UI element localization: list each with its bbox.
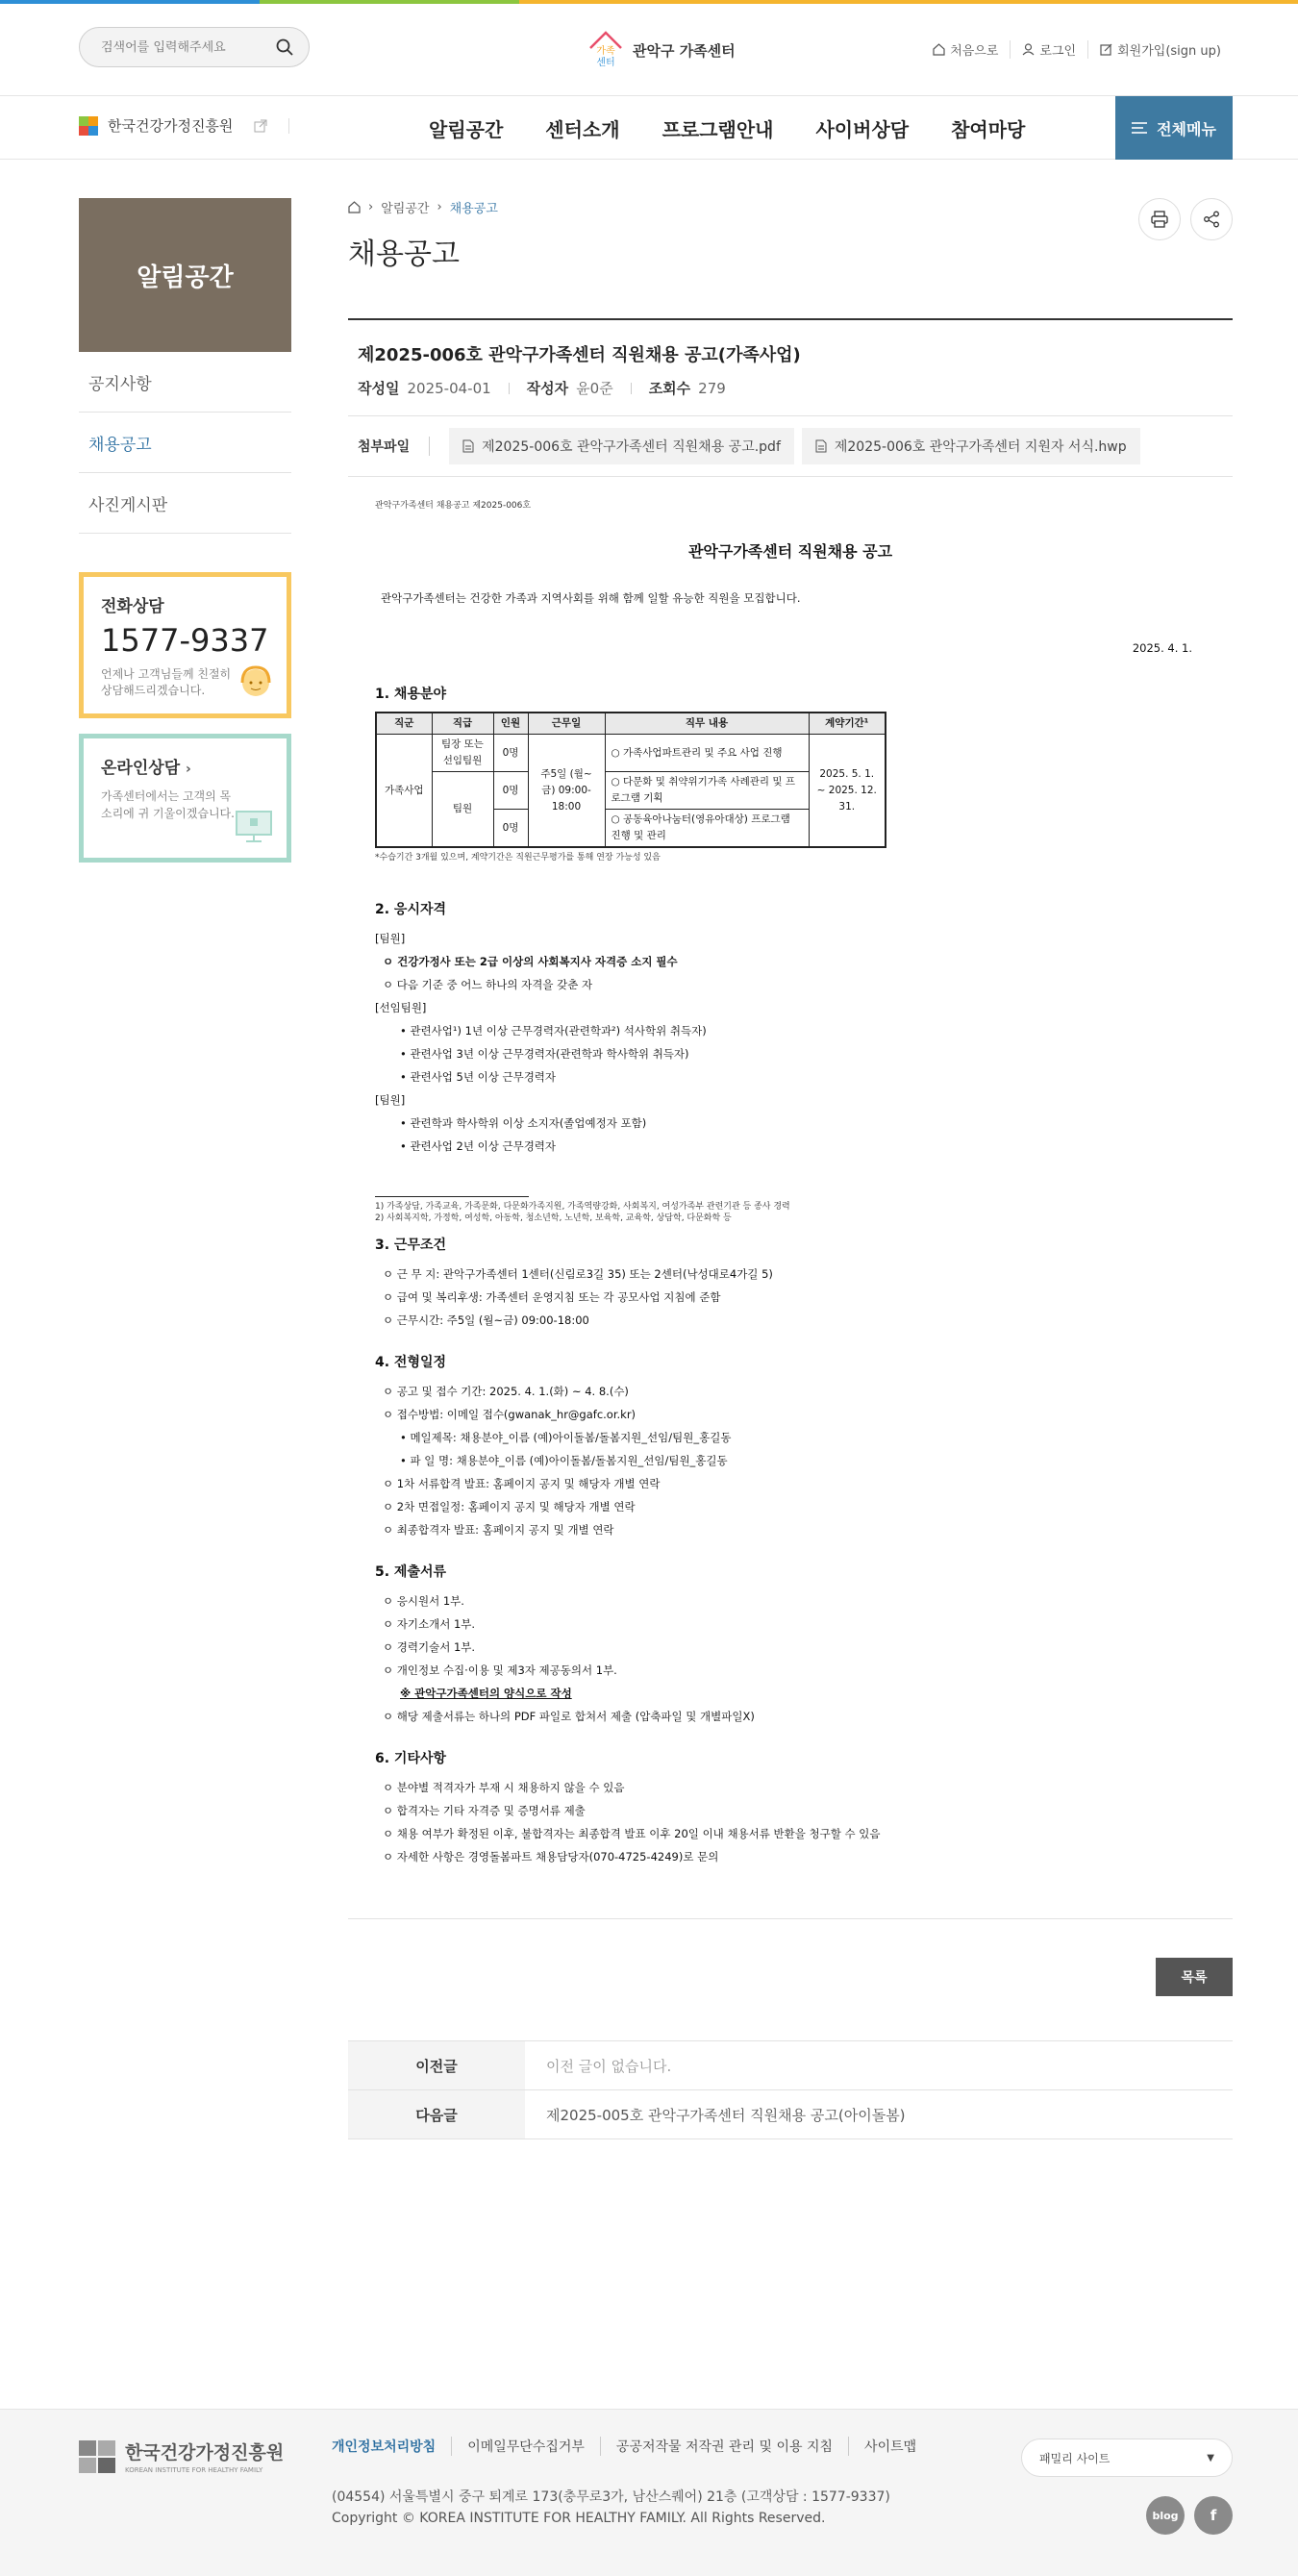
recruit-table xyxy=(375,712,886,848)
table-header: 근무일 xyxy=(528,713,605,735)
print-button[interactable] xyxy=(1138,198,1181,240)
table-cell: 팀장 또는 선임팀원 xyxy=(432,735,493,772)
brand-link[interactable] xyxy=(79,115,289,136)
monitor-icon xyxy=(235,810,273,844)
home-link[interactable] xyxy=(921,40,1010,59)
footer-address: (04554) 서울특별시 중구 퇴계로 173(충무로3가, 남산스퀘어) 21층 (고객상담 : 1577-9337) xyxy=(332,2489,890,2505)
signup-link[interactable] xyxy=(1087,40,1233,59)
doc-line: ㅇ 채용 여부가 확정된 이후, 불합격자는 최종합격 발표 이후 20일 이내 채용서류 반환을 청구할 수 있음 xyxy=(383,1827,881,1840)
brand-logo-icon xyxy=(79,116,98,136)
home-icon xyxy=(933,43,945,56)
table-cell: ○ 공동육아나눔터(영유아대상) 프로그램 진행 및 관리 xyxy=(605,810,809,848)
prev-next-nav xyxy=(348,2040,1233,2139)
external-link-icon xyxy=(254,119,267,133)
prev-post-row xyxy=(348,2041,1233,2090)
post-body xyxy=(348,477,1233,1868)
sidebar-item-gallery[interactable]: 사진게시판 xyxy=(79,473,291,534)
footer-links xyxy=(332,2437,932,2456)
doc-line: ㅇ 분야별 적격자가 부재 시 채용하지 않을 수 있음 xyxy=(383,1781,625,1794)
page-tools xyxy=(1138,198,1233,240)
doc-line: ㅇ 최종합격자 발표: 홈페이지 공지 및 개별 연락 xyxy=(383,1523,614,1537)
brand-name: 한국건강가정진흥원 xyxy=(108,117,234,135)
phone-counsel-desc: 언제나 고객님들께 친절히 상담해드리겠습니다. xyxy=(101,667,232,697)
nav-item-programs[interactable]: 프로그램안내 xyxy=(661,117,774,141)
post-header xyxy=(348,318,1233,416)
attachment-hwp-name: 제2025-006호 관악구가족센터 지원자 서식.hwp xyxy=(834,439,1127,455)
doc-line: • 관련학과 학사학위 이상 소지자(졸업예정자 포함) xyxy=(400,1116,647,1130)
online-counsel-box[interactable] xyxy=(79,734,291,863)
svg-text:가족: 가족 xyxy=(596,46,615,57)
home-label: 처음으로 xyxy=(950,44,999,59)
counselor-icon xyxy=(237,662,275,700)
attachment-hwp[interactable] xyxy=(802,428,1140,464)
breadcrumb-item[interactable]: 알림공간 xyxy=(381,202,430,216)
home-icon[interactable] xyxy=(348,201,361,213)
footer-logo-name: 한국건강가정진흥원 xyxy=(125,2442,285,2463)
table-row xyxy=(376,735,886,772)
nav-item-counsel[interactable]: 사이버상담 xyxy=(815,117,910,141)
doc-line: • 관련사업 5년 이상 근무경력자 xyxy=(400,1070,557,1084)
search-box xyxy=(79,27,310,67)
doc-line: ㅇ 근무시간: 주5일 (월~금) 09:00-18:00 xyxy=(383,1313,589,1327)
table-cell: 0명 xyxy=(493,772,528,810)
list-button[interactable]: 목록 xyxy=(1156,1958,1233,1996)
prev-label: 이전글 xyxy=(348,2041,525,2089)
signup-label: 회원가입(sign up) xyxy=(1117,44,1221,59)
menu-icon xyxy=(1132,121,1147,135)
section-heading: 5. 제출서류 xyxy=(375,1564,447,1580)
all-menu-label: 전체메뉴 xyxy=(1157,119,1216,138)
phone-number: 1577-9337 xyxy=(101,622,269,659)
doc-line: ㅇ 급여 및 복리후생: 가족센터 운영지침 또는 각 공모사업 지침에 준함 xyxy=(383,1290,721,1304)
copyright-policy-link[interactable]: 공공저작물 저작권 관리 및 이용 지침 xyxy=(600,2437,848,2456)
search-icon[interactable] xyxy=(276,38,293,56)
login-link[interactable] xyxy=(1010,40,1087,59)
doc-number: 관악구가족센터 채용공고 제2025-006호 xyxy=(375,501,532,511)
file-icon xyxy=(815,439,827,453)
doc-line: [팀원] xyxy=(375,932,406,945)
utility-links xyxy=(921,40,1233,59)
table-header: 계약기간¹ xyxy=(809,713,886,735)
table-cell: 가족사업 xyxy=(376,735,432,848)
section-heading: 1. 채용분야 xyxy=(375,687,447,702)
footer-copyright: Copyright © KOREA INSTITUTE FOR HEALTHY FAMILY. All Rights Reserved. xyxy=(332,2511,826,2526)
doc-line: ㅇ 자세한 사항은 경영돌봄파트 채용담당자(070-4725-4249)로 문의 xyxy=(383,1850,719,1863)
login-label: 로그인 xyxy=(1039,44,1077,59)
family-center-logo-icon xyxy=(587,29,625,71)
doc-line: • 메일제목: 채용분야_이름 (예)아이돌봄/돌봄지원_선임/팀원_홍길동 xyxy=(400,1431,732,1444)
footer-address-block xyxy=(332,2487,890,2529)
doc-line: ㅇ 해당 제출서류는 하나의 PDF 파일로 합쳐서 제출 (압축파일 및 개별파일X) xyxy=(383,1710,755,1723)
footnote-divider xyxy=(375,1196,529,1197)
footnote: 1) 가족상담, 가족교육, 가족문화, 다문화가족지원, 가족역량강화, 사회복지, 여성가족부 관련기관 등 종사 경력 xyxy=(375,1202,790,1212)
prev-value: 이전 글이 없습니다. xyxy=(546,2057,672,2075)
main-nav xyxy=(0,96,1298,160)
doc-line: [팀원] xyxy=(375,1093,406,1107)
sidebar-item-recruit[interactable]: 채용공고 xyxy=(79,413,291,473)
table-cell: 팀원 xyxy=(432,772,493,848)
doc-line: ㅇ 자기소개서 1부. xyxy=(383,1617,476,1631)
site-logo[interactable] xyxy=(587,27,736,73)
section-heading: 3. 근무조건 xyxy=(375,1238,447,1253)
table-cell: ○ 가족사업파트관리 및 주요 사업 진행 xyxy=(605,735,809,772)
phone-counsel-box xyxy=(79,572,291,718)
nav-item-notice[interactable]: 알림공간 xyxy=(429,117,504,141)
svg-text:센터: 센터 xyxy=(596,58,615,68)
email-refusal-link[interactable]: 이메일무단수집거부 xyxy=(451,2437,600,2456)
blog-button[interactable]: blog xyxy=(1146,2496,1185,2535)
site-logo-text: 관악구 가족센터 xyxy=(633,41,736,60)
nav-item-participation[interactable]: 참여마당 xyxy=(951,117,1026,141)
main-content xyxy=(348,198,1233,2139)
section-heading: 2. 응시자격 xyxy=(375,902,447,917)
privacy-policy-link[interactable]: 개인정보처리방침 xyxy=(332,2439,437,2455)
online-counsel-desc: 가족센터에서는 고객의 목소리에 귀 기울이겠습니다. xyxy=(101,789,235,820)
sidebar-item-notice[interactable]: 공지사항 xyxy=(79,352,291,413)
page-title: 채용공고 xyxy=(348,238,460,271)
user-icon xyxy=(1022,43,1035,56)
breadcrumb xyxy=(348,198,1233,216)
author-label: 작성자 xyxy=(526,380,569,397)
doc-line: • 관련사업 3년 이상 근무경력자(관련학과 학사학위 취득자) xyxy=(400,1047,689,1061)
next-label: 다음글 xyxy=(348,2090,525,2138)
next-post-row xyxy=(348,2090,1233,2139)
gnb-menu xyxy=(408,96,1046,160)
meta-divider xyxy=(631,383,632,394)
breadcrumb-current: 채용공고 xyxy=(449,202,498,216)
attachment-pdf[interactable] xyxy=(449,428,794,464)
doc-line: • 관련사업 2년 이상 근무경력자 xyxy=(400,1139,557,1153)
doc-line: ㅇ 공고 및 접수 기간: 2025. 4. 1.(화) ~ 4. 8.(수) xyxy=(383,1385,629,1398)
doc-line: ㅇ 합격자는 기타 자격증 및 증명서류 제출 xyxy=(383,1804,586,1817)
family-site-label: 패밀리 사이트 xyxy=(1039,2451,1111,2465)
sidebar xyxy=(79,198,291,863)
table-cell: 2025. 5. 1. ~ 2025. 12. 31. xyxy=(809,735,886,848)
table-cell: 주5일 (월~금) 09:00-18:00 xyxy=(528,735,605,848)
file-icon xyxy=(462,439,474,453)
footnote: 2) 사회복지학, 가정학, 여성학, 아동학, 청소년학, 노년학, 보육학, 교육학, 상담학, 다문화학 등 xyxy=(375,1213,732,1223)
share-icon xyxy=(1203,211,1220,228)
doc-line: • 관련사업¹) 1년 이상 근무경력자(관련학과²) 석사학위 취득자) xyxy=(400,1024,707,1038)
table-header: 직급 xyxy=(432,713,493,735)
sitemap-link[interactable]: 사이트맵 xyxy=(848,2437,932,2456)
doc-line: • 파 일 명: 채용분야_이름 (예)아이돌봄/돌봄지원_선임/팀원_홍길동 xyxy=(400,1454,728,1467)
doc-intro: 관악구가족센터는 건강한 가족과 지역사회를 위해 함께 일할 유능한 직원을 모집합니다. xyxy=(381,591,801,605)
sidebar-menu xyxy=(79,352,291,534)
facebook-button[interactable]: f xyxy=(1194,2496,1233,2535)
doc-line: ㅇ 개인정보 수집·이용 및 제3자 제공동의서 1부. xyxy=(383,1663,617,1677)
doc-line: ㅇ 응시원서 1부. xyxy=(383,1594,464,1608)
sidebar-title: 알림공간 xyxy=(79,198,291,352)
chevron-right-icon: › xyxy=(368,200,374,214)
header xyxy=(0,4,1298,96)
table-header: 직무 내용 xyxy=(605,713,809,735)
doc-line: ㅇ 경력기술서 1부. xyxy=(383,1640,476,1654)
table-header-row xyxy=(376,713,886,735)
post-views: 279 xyxy=(698,379,726,397)
edit-icon xyxy=(1100,43,1112,56)
next-post-link[interactable]: 제2025-005호 관악구가족센터 직원채용 공고(아이돌봄) xyxy=(546,2106,906,2124)
sns-links xyxy=(1146,2496,1233,2535)
online-counsel-title xyxy=(101,754,269,778)
meta-divider xyxy=(509,383,510,394)
footer-logo-en: KOREAN INSTITUTE FOR HEALTHY FAMILY xyxy=(125,2466,263,2474)
post-meta xyxy=(358,378,1223,398)
doc-line: ㅇ 다음 기준 중 어느 하나의 자격을 갖춘 자 xyxy=(383,978,593,991)
section-heading: 6. 기타사항 xyxy=(375,1751,447,1766)
table-note: *수습기간 3개월 있으며, 계약기간은 직원근무평가를 통해 연장 가능성 있음 xyxy=(375,853,661,863)
table-cell: 0명 xyxy=(493,735,528,772)
caret-down-icon: ▼ xyxy=(1207,2452,1214,2463)
attachment-pdf-name: 제2025-006호 관악구가족센터 직원채용 공고.pdf xyxy=(482,439,781,455)
list-button-wrap xyxy=(348,1958,1233,1996)
post-author: 윤0준 xyxy=(576,380,613,397)
table-header: 직군 xyxy=(376,713,432,735)
online-counsel-label: 온라인상담 xyxy=(101,759,181,778)
phone-counsel-title: 전화상담 xyxy=(101,597,164,616)
doc-line: ㅇ 건강가정사 또는 2급 이상의 사회복지사 자격증 소지 필수 xyxy=(383,955,678,968)
doc-date: 2025. 4. 1. xyxy=(1132,641,1192,655)
table-cell: 0명 xyxy=(493,810,528,848)
table-cell: ○ 다문화 및 취약위기가족 사례관리 및 프로그램 기획 xyxy=(605,772,809,810)
doc-line: ㅇ 2차 면접일정: 홈페이지 공지 및 해당자 개별 연락 xyxy=(383,1500,636,1513)
doc-line: ㅇ 1차 서류합격 발표: 홈페이지 공지 및 해당자 개별 연락 xyxy=(383,1477,661,1490)
share-button[interactable] xyxy=(1190,198,1233,240)
search-input[interactable] xyxy=(101,40,276,55)
print-icon xyxy=(1151,211,1168,228)
section-heading: 4. 전형일정 xyxy=(375,1355,447,1370)
views-label: 조회수 xyxy=(648,380,691,397)
post-subject: 제2025-006호 관악구가족센터 직원채용 공고(가족사업) xyxy=(358,345,801,365)
doc-line: ㅇ 근 무 지: 관악구가족센터 1센터(신림로3길 35) 또는 2센터(낙성대로4가길 5) xyxy=(383,1267,773,1281)
chevron-right-icon: › xyxy=(186,762,191,777)
doc-line: [선임팀원] xyxy=(375,1001,427,1014)
table-header: 인원 xyxy=(493,713,528,735)
attachments-label: 첨부파일 xyxy=(358,437,430,456)
footer xyxy=(0,2409,1298,2576)
doc-line: ※ 관악구가족센터의 양식으로 작성 xyxy=(400,1687,572,1700)
family-site-select[interactable] xyxy=(1021,2438,1233,2477)
brand-divider xyxy=(288,118,289,134)
footer-logo xyxy=(79,2438,284,2474)
doc-line: ㅇ 접수방법: 이메일 접수(gwanak_hr@gafc.or.kr) xyxy=(383,1408,637,1421)
post-body-divider xyxy=(348,1918,1233,1919)
nav-item-about[interactable]: 센터소개 xyxy=(545,117,620,141)
chevron-right-icon: › xyxy=(437,200,442,214)
date-label: 작성일 xyxy=(358,380,400,397)
all-menu-button[interactable] xyxy=(1115,96,1233,160)
post-date: 2025-04-01 xyxy=(407,379,491,397)
attachments xyxy=(348,416,1233,477)
kihf-logo-icon xyxy=(79,2440,115,2473)
doc-title: 관악구가족센터 직원채용 공고 xyxy=(687,542,893,561)
